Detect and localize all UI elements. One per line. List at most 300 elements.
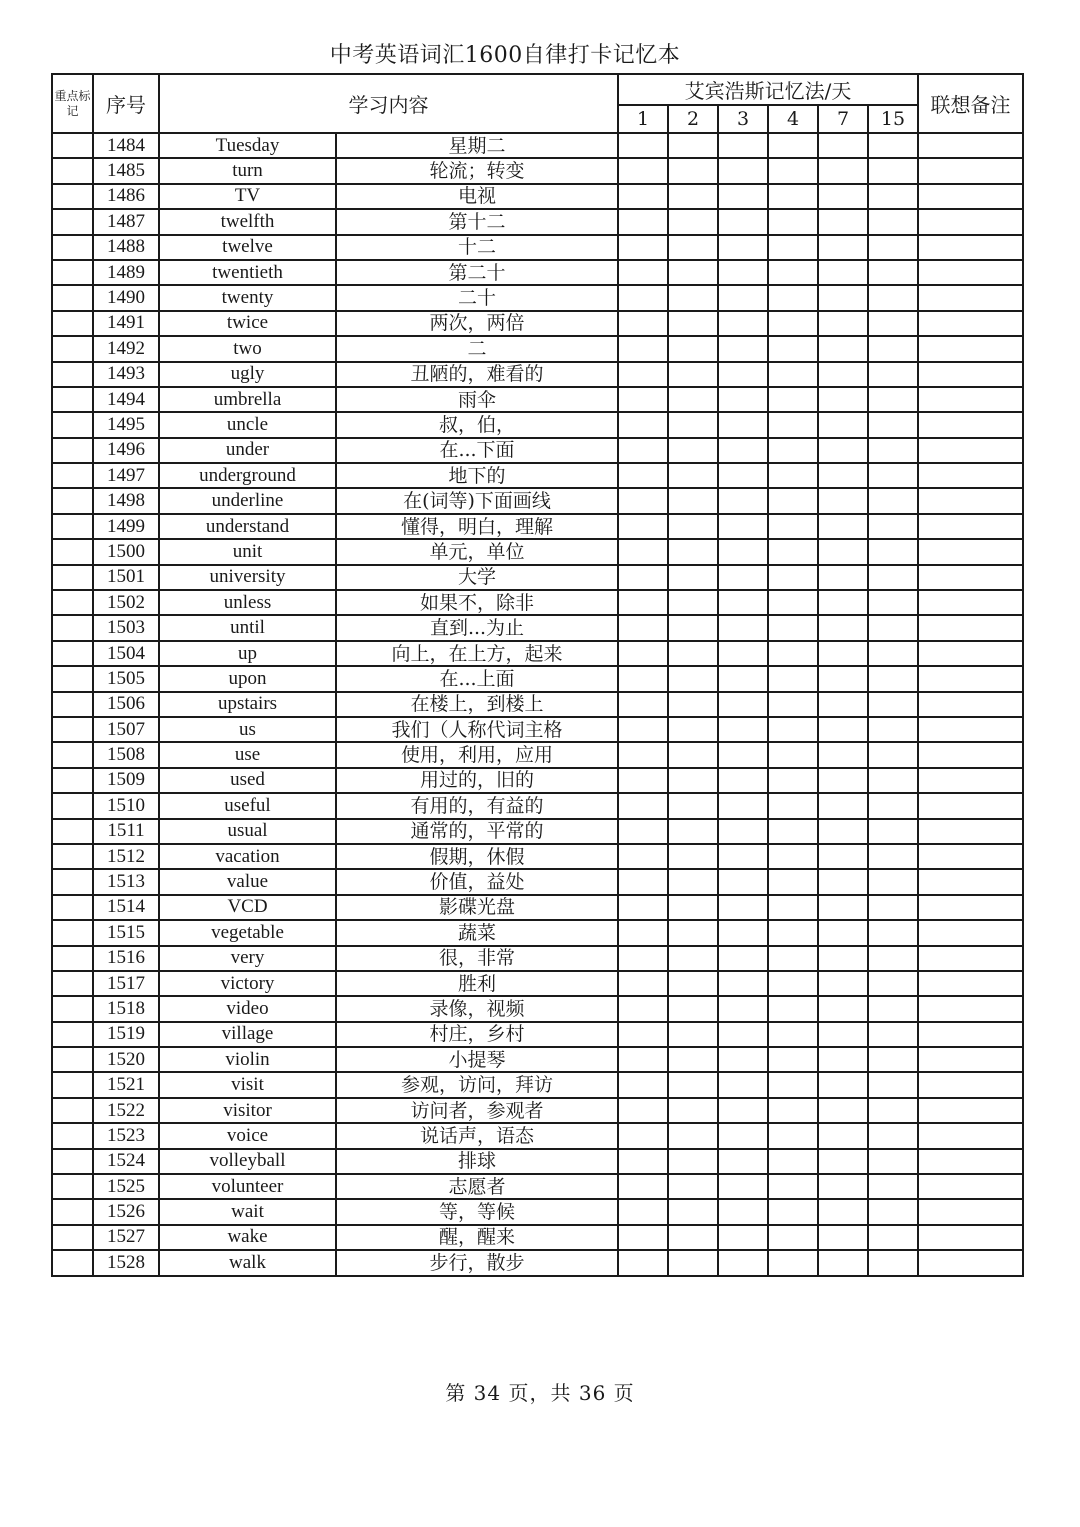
review-day-cell[interactable] bbox=[868, 895, 918, 920]
notes-cell[interactable] bbox=[918, 235, 1023, 260]
review-day-cell[interactable] bbox=[618, 692, 668, 717]
mark-cell[interactable] bbox=[52, 641, 93, 666]
review-day-cell[interactable] bbox=[618, 768, 668, 793]
review-day-cell[interactable] bbox=[718, 1174, 768, 1199]
review-day-cell[interactable] bbox=[818, 311, 868, 336]
mark-cell[interactable] bbox=[52, 133, 93, 158]
notes-cell[interactable] bbox=[918, 1072, 1023, 1097]
review-day-cell[interactable] bbox=[618, 362, 668, 387]
review-day-cell[interactable] bbox=[718, 1123, 768, 1148]
review-day-cell[interactable] bbox=[768, 641, 818, 666]
review-day-cell[interactable] bbox=[668, 438, 718, 463]
review-day-cell[interactable] bbox=[818, 692, 868, 717]
review-day-cell[interactable] bbox=[668, 615, 718, 640]
mark-cell[interactable] bbox=[52, 438, 93, 463]
review-day-cell[interactable] bbox=[668, 869, 718, 894]
review-day-cell[interactable] bbox=[868, 235, 918, 260]
review-day-cell[interactable] bbox=[618, 285, 668, 310]
review-day-cell[interactable] bbox=[718, 514, 768, 539]
review-day-cell[interactable] bbox=[868, 1199, 918, 1224]
review-day-cell[interactable] bbox=[768, 946, 818, 971]
mark-cell[interactable] bbox=[52, 209, 93, 234]
review-day-cell[interactable] bbox=[868, 387, 918, 412]
review-day-cell[interactable] bbox=[868, 1225, 918, 1250]
mark-cell[interactable] bbox=[52, 971, 93, 996]
notes-cell[interactable] bbox=[918, 742, 1023, 767]
review-day-cell[interactable] bbox=[768, 971, 818, 996]
notes-cell[interactable] bbox=[918, 590, 1023, 615]
review-day-cell[interactable] bbox=[668, 717, 718, 742]
review-day-cell[interactable] bbox=[618, 1199, 668, 1224]
review-day-cell[interactable] bbox=[668, 488, 718, 513]
review-day-cell[interactable] bbox=[768, 1199, 818, 1224]
review-day-cell[interactable] bbox=[868, 641, 918, 666]
notes-cell[interactable] bbox=[918, 666, 1023, 691]
review-day-cell[interactable] bbox=[868, 362, 918, 387]
review-day-cell[interactable] bbox=[668, 1072, 718, 1097]
notes-cell[interactable] bbox=[918, 1123, 1023, 1148]
review-day-cell[interactable] bbox=[718, 920, 768, 945]
review-day-cell[interactable] bbox=[818, 844, 868, 869]
review-day-cell[interactable] bbox=[868, 184, 918, 209]
review-day-cell[interactable] bbox=[868, 1072, 918, 1097]
review-day-cell[interactable] bbox=[718, 717, 768, 742]
review-day-cell[interactable] bbox=[718, 209, 768, 234]
review-day-cell[interactable] bbox=[668, 1199, 718, 1224]
review-day-cell[interactable] bbox=[718, 1225, 768, 1250]
review-day-cell[interactable] bbox=[768, 463, 818, 488]
review-day-cell[interactable] bbox=[668, 209, 718, 234]
review-day-cell[interactable] bbox=[818, 869, 868, 894]
review-day-cell[interactable] bbox=[618, 971, 668, 996]
review-day-cell[interactable] bbox=[668, 1250, 718, 1275]
review-day-cell[interactable] bbox=[718, 742, 768, 767]
review-day-cell[interactable] bbox=[618, 336, 668, 361]
review-day-cell[interactable] bbox=[768, 514, 818, 539]
review-day-cell[interactable] bbox=[768, 336, 818, 361]
notes-cell[interactable] bbox=[918, 768, 1023, 793]
review-day-cell[interactable] bbox=[668, 1149, 718, 1174]
review-day-cell[interactable] bbox=[618, 565, 668, 590]
review-day-cell[interactable] bbox=[618, 412, 668, 437]
review-day-cell[interactable] bbox=[618, 717, 668, 742]
review-day-cell[interactable] bbox=[818, 1098, 868, 1123]
mark-cell[interactable] bbox=[52, 590, 93, 615]
review-day-cell[interactable] bbox=[868, 488, 918, 513]
review-day-cell[interactable] bbox=[718, 590, 768, 615]
review-day-cell[interactable] bbox=[868, 996, 918, 1021]
mark-cell[interactable] bbox=[52, 539, 93, 564]
mark-cell[interactable] bbox=[52, 819, 93, 844]
review-day-cell[interactable] bbox=[668, 666, 718, 691]
notes-cell[interactable] bbox=[918, 971, 1023, 996]
review-day-cell[interactable] bbox=[818, 133, 868, 158]
review-day-cell[interactable] bbox=[768, 412, 818, 437]
review-day-cell[interactable] bbox=[868, 209, 918, 234]
review-day-cell[interactable] bbox=[768, 1225, 818, 1250]
review-day-cell[interactable] bbox=[618, 895, 668, 920]
review-day-cell[interactable] bbox=[768, 717, 818, 742]
review-day-cell[interactable] bbox=[868, 920, 918, 945]
notes-cell[interactable] bbox=[918, 1047, 1023, 1072]
mark-cell[interactable] bbox=[52, 1174, 93, 1199]
review-day-cell[interactable] bbox=[718, 1149, 768, 1174]
notes-cell[interactable] bbox=[918, 1149, 1023, 1174]
review-day-cell[interactable] bbox=[618, 793, 668, 818]
mark-cell[interactable] bbox=[52, 488, 93, 513]
mark-cell[interactable] bbox=[52, 1022, 93, 1047]
review-day-cell[interactable] bbox=[768, 209, 818, 234]
review-day-cell[interactable] bbox=[818, 895, 868, 920]
notes-cell[interactable] bbox=[918, 1250, 1023, 1275]
review-day-cell[interactable] bbox=[868, 590, 918, 615]
review-day-cell[interactable] bbox=[868, 1250, 918, 1275]
review-day-cell[interactable] bbox=[718, 412, 768, 437]
review-day-cell[interactable] bbox=[768, 742, 818, 767]
review-day-cell[interactable] bbox=[668, 920, 718, 945]
review-day-cell[interactable] bbox=[768, 1047, 818, 1072]
mark-cell[interactable] bbox=[52, 869, 93, 894]
review-day-cell[interactable] bbox=[818, 565, 868, 590]
notes-cell[interactable] bbox=[918, 260, 1023, 285]
notes-cell[interactable] bbox=[918, 641, 1023, 666]
review-day-cell[interactable] bbox=[768, 590, 818, 615]
review-day-cell[interactable] bbox=[768, 1174, 818, 1199]
review-day-cell[interactable] bbox=[768, 1098, 818, 1123]
review-day-cell[interactable] bbox=[868, 1123, 918, 1148]
review-day-cell[interactable] bbox=[718, 387, 768, 412]
review-day-cell[interactable] bbox=[818, 742, 868, 767]
review-day-cell[interactable] bbox=[668, 463, 718, 488]
review-day-cell[interactable] bbox=[618, 209, 668, 234]
review-day-cell[interactable] bbox=[768, 1072, 818, 1097]
notes-cell[interactable] bbox=[918, 692, 1023, 717]
review-day-cell[interactable] bbox=[718, 311, 768, 336]
review-day-cell[interactable] bbox=[868, 1149, 918, 1174]
review-day-cell[interactable] bbox=[718, 844, 768, 869]
review-day-cell[interactable] bbox=[868, 463, 918, 488]
notes-cell[interactable] bbox=[918, 133, 1023, 158]
review-day-cell[interactable] bbox=[768, 869, 818, 894]
notes-cell[interactable] bbox=[918, 895, 1023, 920]
review-day-cell[interactable] bbox=[818, 666, 868, 691]
review-day-cell[interactable] bbox=[618, 1225, 668, 1250]
review-day-cell[interactable] bbox=[768, 158, 818, 183]
review-day-cell[interactable] bbox=[718, 1199, 768, 1224]
review-day-cell[interactable] bbox=[718, 336, 768, 361]
review-day-cell[interactable] bbox=[768, 311, 818, 336]
review-day-cell[interactable] bbox=[818, 1047, 868, 1072]
review-day-cell[interactable] bbox=[618, 590, 668, 615]
review-day-cell[interactable] bbox=[718, 362, 768, 387]
review-day-cell[interactable] bbox=[618, 844, 668, 869]
review-day-cell[interactable] bbox=[718, 565, 768, 590]
mark-cell[interactable] bbox=[52, 285, 93, 310]
review-day-cell[interactable] bbox=[668, 565, 718, 590]
review-day-cell[interactable] bbox=[818, 819, 868, 844]
mark-cell[interactable] bbox=[52, 463, 93, 488]
review-day-cell[interactable] bbox=[868, 412, 918, 437]
review-day-cell[interactable] bbox=[668, 692, 718, 717]
mark-cell[interactable] bbox=[52, 742, 93, 767]
review-day-cell[interactable] bbox=[618, 1123, 668, 1148]
review-day-cell[interactable] bbox=[618, 996, 668, 1021]
review-day-cell[interactable] bbox=[868, 869, 918, 894]
review-day-cell[interactable] bbox=[768, 387, 818, 412]
review-day-cell[interactable] bbox=[868, 768, 918, 793]
review-day-cell[interactable] bbox=[868, 666, 918, 691]
notes-cell[interactable] bbox=[918, 539, 1023, 564]
review-day-cell[interactable] bbox=[818, 641, 868, 666]
review-day-cell[interactable] bbox=[818, 539, 868, 564]
review-day-cell[interactable] bbox=[618, 1022, 668, 1047]
review-day-cell[interactable] bbox=[668, 158, 718, 183]
review-day-cell[interactable] bbox=[668, 946, 718, 971]
review-day-cell[interactable] bbox=[818, 463, 868, 488]
review-day-cell[interactable] bbox=[768, 768, 818, 793]
review-day-cell[interactable] bbox=[718, 895, 768, 920]
notes-cell[interactable] bbox=[918, 946, 1023, 971]
review-day-cell[interactable] bbox=[668, 590, 718, 615]
review-day-cell[interactable] bbox=[668, 1174, 718, 1199]
notes-cell[interactable] bbox=[918, 336, 1023, 361]
notes-cell[interactable] bbox=[918, 1098, 1023, 1123]
review-day-cell[interactable] bbox=[818, 1174, 868, 1199]
review-day-cell[interactable] bbox=[868, 971, 918, 996]
mark-cell[interactable] bbox=[52, 1225, 93, 1250]
review-day-cell[interactable] bbox=[868, 1022, 918, 1047]
review-day-cell[interactable] bbox=[768, 692, 818, 717]
review-day-cell[interactable] bbox=[668, 1123, 718, 1148]
review-day-cell[interactable] bbox=[718, 819, 768, 844]
review-day-cell[interactable] bbox=[818, 412, 868, 437]
review-day-cell[interactable] bbox=[818, 1022, 868, 1047]
notes-cell[interactable] bbox=[918, 184, 1023, 209]
review-day-cell[interactable] bbox=[618, 260, 668, 285]
review-day-cell[interactable] bbox=[868, 311, 918, 336]
review-day-cell[interactable] bbox=[868, 946, 918, 971]
review-day-cell[interactable] bbox=[818, 793, 868, 818]
review-day-cell[interactable] bbox=[718, 285, 768, 310]
review-day-cell[interactable] bbox=[818, 158, 868, 183]
mark-cell[interactable] bbox=[52, 920, 93, 945]
review-day-cell[interactable] bbox=[768, 920, 818, 945]
notes-cell[interactable] bbox=[918, 565, 1023, 590]
mark-cell[interactable] bbox=[52, 1123, 93, 1148]
review-day-cell[interactable] bbox=[618, 539, 668, 564]
review-day-cell[interactable] bbox=[668, 895, 718, 920]
mark-cell[interactable] bbox=[52, 1098, 93, 1123]
mark-cell[interactable] bbox=[52, 615, 93, 640]
mark-cell[interactable] bbox=[52, 946, 93, 971]
notes-cell[interactable] bbox=[918, 1199, 1023, 1224]
review-day-cell[interactable] bbox=[718, 793, 768, 818]
mark-cell[interactable] bbox=[52, 844, 93, 869]
mark-cell[interactable] bbox=[52, 336, 93, 361]
notes-cell[interactable] bbox=[918, 1022, 1023, 1047]
review-day-cell[interactable] bbox=[668, 362, 718, 387]
review-day-cell[interactable] bbox=[618, 235, 668, 260]
review-day-cell[interactable] bbox=[668, 996, 718, 1021]
review-day-cell[interactable] bbox=[818, 615, 868, 640]
review-day-cell[interactable] bbox=[818, 260, 868, 285]
review-day-cell[interactable] bbox=[668, 336, 718, 361]
review-day-cell[interactable] bbox=[818, 996, 868, 1021]
review-day-cell[interactable] bbox=[668, 1225, 718, 1250]
review-day-cell[interactable] bbox=[868, 133, 918, 158]
review-day-cell[interactable] bbox=[868, 1047, 918, 1072]
mark-cell[interactable] bbox=[52, 1250, 93, 1275]
review-day-cell[interactable] bbox=[768, 285, 818, 310]
review-day-cell[interactable] bbox=[618, 311, 668, 336]
mark-cell[interactable] bbox=[52, 996, 93, 1021]
review-day-cell[interactable] bbox=[868, 615, 918, 640]
notes-cell[interactable] bbox=[918, 362, 1023, 387]
review-day-cell[interactable] bbox=[768, 793, 818, 818]
review-day-cell[interactable] bbox=[718, 235, 768, 260]
mark-cell[interactable] bbox=[52, 158, 93, 183]
review-day-cell[interactable] bbox=[718, 869, 768, 894]
review-day-cell[interactable] bbox=[618, 1072, 668, 1097]
review-day-cell[interactable] bbox=[618, 387, 668, 412]
review-day-cell[interactable] bbox=[718, 996, 768, 1021]
review-day-cell[interactable] bbox=[868, 717, 918, 742]
review-day-cell[interactable] bbox=[718, 768, 768, 793]
review-day-cell[interactable] bbox=[718, 641, 768, 666]
review-day-cell[interactable] bbox=[868, 844, 918, 869]
notes-cell[interactable] bbox=[918, 717, 1023, 742]
review-day-cell[interactable] bbox=[868, 692, 918, 717]
review-day-cell[interactable] bbox=[768, 438, 818, 463]
review-day-cell[interactable] bbox=[618, 463, 668, 488]
notes-cell[interactable] bbox=[918, 996, 1023, 1021]
review-day-cell[interactable] bbox=[818, 362, 868, 387]
review-day-cell[interactable] bbox=[718, 971, 768, 996]
review-day-cell[interactable] bbox=[768, 133, 818, 158]
mark-cell[interactable] bbox=[52, 311, 93, 336]
review-day-cell[interactable] bbox=[618, 869, 668, 894]
mark-cell[interactable] bbox=[52, 235, 93, 260]
review-day-cell[interactable] bbox=[768, 819, 818, 844]
review-day-cell[interactable] bbox=[618, 920, 668, 945]
review-day-cell[interactable] bbox=[618, 946, 668, 971]
review-day-cell[interactable] bbox=[818, 387, 868, 412]
review-day-cell[interactable] bbox=[768, 1250, 818, 1275]
review-day-cell[interactable] bbox=[818, 1225, 868, 1250]
review-day-cell[interactable] bbox=[718, 946, 768, 971]
notes-cell[interactable] bbox=[918, 869, 1023, 894]
review-day-cell[interactable] bbox=[618, 819, 668, 844]
review-day-cell[interactable] bbox=[718, 1022, 768, 1047]
review-day-cell[interactable] bbox=[768, 260, 818, 285]
review-day-cell[interactable] bbox=[668, 1047, 718, 1072]
review-day-cell[interactable] bbox=[818, 768, 868, 793]
review-day-cell[interactable] bbox=[768, 666, 818, 691]
notes-cell[interactable] bbox=[918, 1174, 1023, 1199]
mark-cell[interactable] bbox=[52, 1149, 93, 1174]
review-day-cell[interactable] bbox=[668, 184, 718, 209]
review-day-cell[interactable] bbox=[718, 1250, 768, 1275]
review-day-cell[interactable] bbox=[868, 438, 918, 463]
review-day-cell[interactable] bbox=[668, 387, 718, 412]
review-day-cell[interactable] bbox=[618, 184, 668, 209]
notes-cell[interactable] bbox=[918, 920, 1023, 945]
review-day-cell[interactable] bbox=[768, 1123, 818, 1148]
notes-cell[interactable] bbox=[918, 387, 1023, 412]
review-day-cell[interactable] bbox=[768, 539, 818, 564]
review-day-cell[interactable] bbox=[668, 793, 718, 818]
review-day-cell[interactable] bbox=[618, 488, 668, 513]
review-day-cell[interactable] bbox=[618, 1047, 668, 1072]
review-day-cell[interactable] bbox=[768, 1149, 818, 1174]
review-day-cell[interactable] bbox=[718, 1072, 768, 1097]
notes-cell[interactable] bbox=[918, 438, 1023, 463]
review-day-cell[interactable] bbox=[618, 615, 668, 640]
review-day-cell[interactable] bbox=[768, 844, 818, 869]
mark-cell[interactable] bbox=[52, 666, 93, 691]
mark-cell[interactable] bbox=[52, 1199, 93, 1224]
review-day-cell[interactable] bbox=[718, 1098, 768, 1123]
mark-cell[interactable] bbox=[52, 387, 93, 412]
review-day-cell[interactable] bbox=[668, 133, 718, 158]
review-day-cell[interactable] bbox=[818, 946, 868, 971]
review-day-cell[interactable] bbox=[718, 488, 768, 513]
review-day-cell[interactable] bbox=[818, 1199, 868, 1224]
review-day-cell[interactable] bbox=[668, 742, 718, 767]
review-day-cell[interactable] bbox=[668, 971, 718, 996]
mark-cell[interactable] bbox=[52, 895, 93, 920]
review-day-cell[interactable] bbox=[768, 184, 818, 209]
review-day-cell[interactable] bbox=[818, 717, 868, 742]
review-day-cell[interactable] bbox=[818, 514, 868, 539]
review-day-cell[interactable] bbox=[868, 793, 918, 818]
review-day-cell[interactable] bbox=[868, 742, 918, 767]
review-day-cell[interactable] bbox=[718, 260, 768, 285]
notes-cell[interactable] bbox=[918, 209, 1023, 234]
review-day-cell[interactable] bbox=[668, 768, 718, 793]
review-day-cell[interactable] bbox=[818, 971, 868, 996]
mark-cell[interactable] bbox=[52, 260, 93, 285]
review-day-cell[interactable] bbox=[668, 844, 718, 869]
review-day-cell[interactable] bbox=[668, 311, 718, 336]
review-day-cell[interactable] bbox=[618, 742, 668, 767]
notes-cell[interactable] bbox=[918, 514, 1023, 539]
review-day-cell[interactable] bbox=[718, 615, 768, 640]
review-day-cell[interactable] bbox=[618, 1149, 668, 1174]
review-day-cell[interactable] bbox=[718, 692, 768, 717]
review-day-cell[interactable] bbox=[768, 362, 818, 387]
review-day-cell[interactable] bbox=[668, 285, 718, 310]
review-day-cell[interactable] bbox=[718, 158, 768, 183]
review-day-cell[interactable] bbox=[668, 641, 718, 666]
review-day-cell[interactable] bbox=[668, 412, 718, 437]
review-day-cell[interactable] bbox=[818, 920, 868, 945]
notes-cell[interactable] bbox=[918, 793, 1023, 818]
review-day-cell[interactable] bbox=[618, 641, 668, 666]
review-day-cell[interactable] bbox=[768, 615, 818, 640]
review-day-cell[interactable] bbox=[668, 514, 718, 539]
review-day-cell[interactable] bbox=[868, 285, 918, 310]
review-day-cell[interactable] bbox=[718, 666, 768, 691]
notes-cell[interactable] bbox=[918, 488, 1023, 513]
mark-cell[interactable] bbox=[52, 412, 93, 437]
notes-cell[interactable] bbox=[918, 285, 1023, 310]
mark-cell[interactable] bbox=[52, 1072, 93, 1097]
review-day-cell[interactable] bbox=[768, 996, 818, 1021]
notes-cell[interactable] bbox=[918, 412, 1023, 437]
review-day-cell[interactable] bbox=[668, 235, 718, 260]
notes-cell[interactable] bbox=[918, 311, 1023, 336]
